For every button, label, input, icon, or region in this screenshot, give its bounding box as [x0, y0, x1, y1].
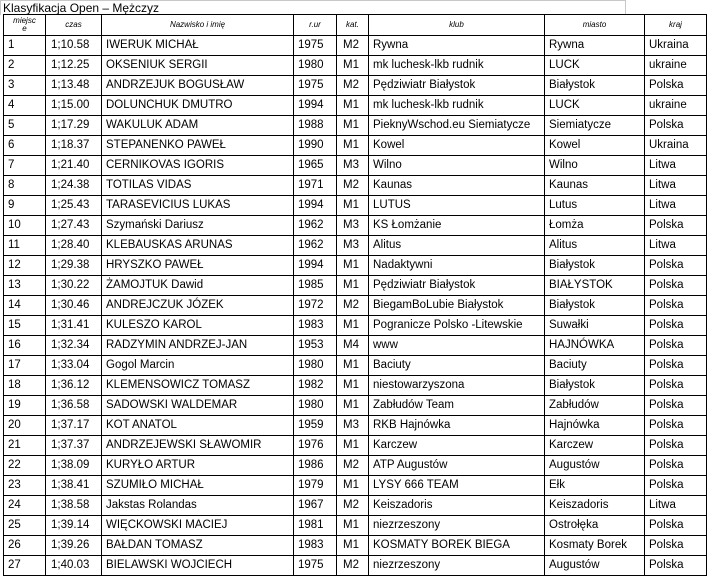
table-row[interactable] [4, 76, 707, 96]
cell-country: Polska [645, 296, 707, 316]
cell-city: Wilno [545, 156, 645, 176]
cell-time: 1;28.40 [46, 236, 102, 256]
cell-city: Zabłudów [545, 396, 645, 416]
cell-city: Kosmaty Borek [545, 536, 645, 556]
cell-city: Białystok [545, 376, 645, 396]
cell-year: 1982 [294, 376, 337, 396]
cell-name: KLEMENSOWICZ TOMASZ [102, 376, 294, 396]
cell-category: M2 [337, 496, 369, 516]
cell-country: Polska [645, 396, 707, 416]
cell-city: Kaunas [545, 176, 645, 196]
cell-time: 1;30.22 [46, 276, 102, 296]
cell-name: KULESZO KAROL [102, 316, 294, 336]
cell-country: Polska [645, 256, 707, 276]
table-row[interactable] [4, 516, 707, 536]
cell-category: M2 [337, 296, 369, 316]
cell-city: HAJNÓWKA [545, 336, 645, 356]
table-row[interactable] [4, 416, 707, 436]
cell-year: 1994 [294, 96, 337, 116]
cell-place: 23 [4, 476, 46, 496]
cell-year: 1986 [294, 456, 337, 476]
cell-time: 1;10.58 [46, 36, 102, 56]
cell-place: 12 [4, 256, 46, 276]
cell-category: M1 [337, 316, 369, 336]
cell-place: 24 [4, 496, 46, 516]
cell-year: 1975 [294, 76, 337, 96]
cell-time: 1;17.29 [46, 116, 102, 136]
cell-club: RKB Hajnówka [369, 416, 545, 436]
cell-club: Wilno [369, 156, 545, 176]
cell-year: 1962 [294, 216, 337, 236]
cell-time: 1;29.38 [46, 256, 102, 276]
cell-country: Litwa [645, 196, 707, 216]
cell-year: 1994 [294, 256, 337, 276]
cell-time: 1;24.38 [46, 176, 102, 196]
cell-time: 1;38.41 [46, 476, 102, 496]
cell-year: 1983 [294, 536, 337, 556]
cell-country: Polska [645, 416, 707, 436]
cell-category: M3 [337, 216, 369, 236]
cell-place: 26 [4, 536, 46, 556]
cell-club: niezrzeszony [369, 516, 545, 536]
cell-category: M3 [337, 156, 369, 176]
cell-city: Augustów [545, 456, 645, 476]
cell-year: 1988 [294, 116, 337, 136]
cell-club: Pędziwiatr Białystok [369, 276, 545, 296]
cell-year: 1971 [294, 176, 337, 196]
cell-category: M2 [337, 556, 369, 576]
cell-category: M1 [337, 476, 369, 496]
cell-name: SADOWSKI WALDEMAR [102, 396, 294, 416]
cell-name: SZUMIŁO MICHAŁ [102, 476, 294, 496]
cell-place: 1 [4, 36, 46, 56]
cell-name: WAKULUK ADAM [102, 116, 294, 136]
table-row[interactable] [4, 556, 707, 576]
cell-name: WIĘCKOWSKI MACIEJ [102, 516, 294, 536]
cell-club: Karczew [369, 436, 545, 456]
cell-club: Baciuty [369, 356, 545, 376]
cell-city: Karczew [545, 436, 645, 456]
cell-country: Ukraina [645, 36, 707, 56]
cell-country: Litwa [645, 236, 707, 256]
cell-club: BiegamBoLubie Białystok [369, 296, 545, 316]
cell-city: Białystok [545, 256, 645, 276]
cell-place: 27 [4, 556, 46, 576]
cell-club: KS Łomżanie [369, 216, 545, 236]
cell-place: 6 [4, 136, 46, 156]
table-row[interactable] [4, 196, 707, 216]
cell-category: M1 [337, 356, 369, 376]
cell-year: 1972 [294, 296, 337, 316]
cell-country: Polska [645, 76, 707, 96]
cell-city: Białystok [545, 296, 645, 316]
column-header-country[interactable]: kraj [645, 15, 707, 36]
cell-place: 15 [4, 316, 46, 336]
cell-country: Polska [645, 336, 707, 356]
cell-category: M1 [337, 376, 369, 396]
cell-country: Polska [645, 316, 707, 336]
cell-place: 9 [4, 196, 46, 216]
cell-year: 1975 [294, 36, 337, 56]
cell-city: Łomża [545, 216, 645, 236]
cell-place: 5 [4, 116, 46, 136]
table-row[interactable] [4, 156, 707, 176]
cell-city: Siemiatycze [545, 116, 645, 136]
cell-country: Polska [645, 216, 707, 236]
column-header-club[interactable]: klub [369, 15, 545, 36]
cell-city: Białystok [545, 76, 645, 96]
cell-name: ANDRZEJUK BOGUSŁAW [102, 76, 294, 96]
cell-category: M2 [337, 176, 369, 196]
cell-category: M1 [337, 536, 369, 556]
results-body [4, 36, 707, 576]
cell-club: LUTUS [369, 196, 545, 216]
cell-name: IWERUK MICHAŁ [102, 36, 294, 56]
cell-city: Keiszadoris [545, 496, 645, 516]
cell-name: Gogol Marcin [102, 356, 294, 376]
cell-place: 11 [4, 236, 46, 256]
cell-category: M1 [337, 96, 369, 116]
cell-city: LUCK [545, 96, 645, 116]
cell-place: 3 [4, 76, 46, 96]
cell-year: 1981 [294, 516, 337, 536]
cell-place: 20 [4, 416, 46, 436]
cell-place: 13 [4, 276, 46, 296]
cell-country: Polska [645, 476, 707, 496]
cell-club: Pędziwiatr Białystok [369, 76, 545, 96]
cell-time: 1;39.14 [46, 516, 102, 536]
cell-place: 2 [4, 56, 46, 76]
table-row[interactable] [4, 36, 707, 56]
cell-country: Polska [645, 456, 707, 476]
cell-club: PieknyWschod.eu Siemiatycze [369, 116, 545, 136]
cell-year: 1965 [294, 156, 337, 176]
cell-club: LYSY 666 TEAM [369, 476, 545, 496]
cell-category: M1 [337, 136, 369, 156]
table-row[interactable] [4, 96, 707, 116]
cell-country: Polska [645, 116, 707, 136]
cell-name: KOT ANATOL [102, 416, 294, 436]
cell-name: Szymański Dariusz [102, 216, 294, 236]
cell-category: M2 [337, 36, 369, 56]
cell-club: mk luchesk-lkb rudnik [369, 56, 545, 76]
cell-club: Pogranicze Polsko -Litewskie [369, 316, 545, 336]
cell-time: 1;39.26 [46, 536, 102, 556]
cell-category: M2 [337, 76, 369, 96]
cell-country: Polska [645, 556, 707, 576]
cell-club: KOSMATY BOREK BIEGA [369, 536, 545, 556]
cell-place: 4 [4, 96, 46, 116]
cell-time: 1;32.34 [46, 336, 102, 356]
cell-name: TARASEVICIUS LUKAS [102, 196, 294, 216]
cell-city: Augustów [545, 556, 645, 576]
cell-name: BAŁDAN TOMASZ [102, 536, 294, 556]
cell-category: M2 [337, 456, 369, 476]
cell-category: M3 [337, 236, 369, 256]
cell-place: 16 [4, 336, 46, 356]
cell-country: Polska [645, 356, 707, 376]
cell-club: Nadaktywni [369, 256, 545, 276]
cell-city: Ostrołęka [545, 516, 645, 536]
cell-year: 1990 [294, 136, 337, 156]
cell-place: 8 [4, 176, 46, 196]
cell-time: 1;30.46 [46, 296, 102, 316]
cell-club: Kowel [369, 136, 545, 156]
cell-city: BIAŁYSTOK [545, 276, 645, 296]
table-row[interactable] [4, 276, 707, 296]
cell-place: 10 [4, 216, 46, 236]
cell-city: Alitus [545, 236, 645, 256]
cell-year: 1967 [294, 496, 337, 516]
cell-place: 7 [4, 156, 46, 176]
results-table [3, 14, 707, 576]
cell-club: niestowarzyszona [369, 376, 545, 396]
cell-country: Polska [645, 376, 707, 396]
cell-time: 1;31.41 [46, 316, 102, 336]
cell-city: Suwałki [545, 316, 645, 336]
cell-year: 1980 [294, 356, 337, 376]
cell-name: TOTILAS VIDAS [102, 176, 294, 196]
cell-country: Litwa [645, 496, 707, 516]
cell-place: 25 [4, 516, 46, 536]
table-row[interactable] [4, 356, 707, 376]
cell-category: M1 [337, 396, 369, 416]
column-header-name[interactable]: Nazwisko i imię [102, 15, 294, 36]
cell-city: Baciuty [545, 356, 645, 376]
table-row[interactable] [4, 136, 707, 156]
cell-country: Polska [645, 436, 707, 456]
column-header-place[interactable]: miejsc e [4, 15, 46, 36]
cell-place: 22 [4, 456, 46, 476]
cell-name: OKSENIUK SERGII [102, 56, 294, 76]
cell-name: DOLUNCHUK DMUTRO [102, 96, 294, 116]
cell-city: Ełk [545, 476, 645, 496]
table-row[interactable] [4, 476, 707, 496]
cell-name: HRYSZKO PAWEŁ [102, 256, 294, 276]
cell-place: 18 [4, 376, 46, 396]
cell-category: M3 [337, 416, 369, 436]
cell-time: 1;37.37 [46, 436, 102, 456]
cell-category: M1 [337, 196, 369, 216]
cell-club: Keiszadoris [369, 496, 545, 516]
cell-club: Rywna [369, 36, 545, 56]
cell-time: 1;13.48 [46, 76, 102, 96]
table-row[interactable] [4, 256, 707, 276]
table-row[interactable] [4, 236, 707, 256]
cell-club: Kaunas [369, 176, 545, 196]
cell-time: 1;40.03 [46, 556, 102, 576]
cell-category: M1 [337, 256, 369, 276]
cell-country: ukraine [645, 96, 707, 116]
cell-country: ukraine [645, 56, 707, 76]
cell-year: 1980 [294, 396, 337, 416]
cell-club: mk luchesk-lkb rudnik [369, 96, 545, 116]
column-header-city[interactable]: miasto [545, 15, 645, 36]
cell-time: 1;37.17 [46, 416, 102, 436]
cell-time: 1;38.09 [46, 456, 102, 476]
cell-time: 1;27.43 [46, 216, 102, 236]
cell-year: 1980 [294, 56, 337, 76]
cell-club: www [369, 336, 545, 356]
cell-time: 1;18.37 [46, 136, 102, 156]
cell-time: 1;25.43 [46, 196, 102, 216]
cell-year: 1983 [294, 316, 337, 336]
cell-country: Polska [645, 536, 707, 556]
cell-name: ŻAMOJTUK Dawid [102, 276, 294, 296]
cell-time: 1;33.04 [46, 356, 102, 376]
cell-name: ANDREJCZUK JÓZEK [102, 296, 294, 316]
table-row[interactable] [4, 496, 707, 516]
table-row[interactable] [4, 116, 707, 136]
cell-time: 1;38.58 [46, 496, 102, 516]
cell-country: Polska [645, 276, 707, 296]
column-header-time[interactable]: czas [46, 15, 102, 36]
cell-name: Jakstas Rolandas [102, 496, 294, 516]
cell-year: 1953 [294, 336, 337, 356]
cell-year: 1994 [294, 196, 337, 216]
table-row[interactable] [4, 296, 707, 316]
cell-year: 1959 [294, 416, 337, 436]
cell-place: 19 [4, 396, 46, 416]
cell-name: RADZYMIN ANDRZEJ-JAN [102, 336, 294, 356]
table-row[interactable] [4, 436, 707, 456]
cell-place: 21 [4, 436, 46, 456]
table-row[interactable] [4, 456, 707, 476]
cell-year: 1979 [294, 476, 337, 496]
cell-city: Lutus [545, 196, 645, 216]
header-row [4, 15, 707, 36]
cell-place: 14 [4, 296, 46, 316]
cell-city: Rywna [545, 36, 645, 56]
cell-category: M1 [337, 116, 369, 136]
cell-name: KURYŁO ARTUR [102, 456, 294, 476]
cell-club: Alitus [369, 236, 545, 256]
cell-city: Kowel [545, 136, 645, 156]
table-row[interactable] [4, 396, 707, 416]
cell-year: 1962 [294, 236, 337, 256]
cell-name: ANDRZEJEWSKI SŁAWOMIR [102, 436, 294, 456]
cell-category: M1 [337, 516, 369, 536]
cell-name: KLEBAUSKAS ARUNAS [102, 236, 294, 256]
cell-country: Litwa [645, 156, 707, 176]
cell-year: 1976 [294, 436, 337, 456]
cell-name: CERNIKOVAS IGORIS [102, 156, 294, 176]
cell-year: 1975 [294, 556, 337, 576]
cell-time: 1;15.00 [46, 96, 102, 116]
cell-name: STEPANENKO PAWEŁ [102, 136, 294, 156]
cell-city: Hajnówka [545, 416, 645, 436]
cell-club: Zabłudów Team [369, 396, 545, 416]
cell-place: 17 [4, 356, 46, 376]
table-row[interactable] [4, 536, 707, 556]
cell-time: 1;36.12 [46, 376, 102, 396]
table-row[interactable] [4, 376, 707, 396]
table-row[interactable] [4, 56, 707, 76]
cell-category: M1 [337, 276, 369, 296]
column-header-category[interactable]: kat. [337, 15, 369, 36]
table-row[interactable] [4, 316, 707, 336]
cell-country: Polska [645, 516, 707, 536]
cell-year: 1985 [294, 276, 337, 296]
cell-club: ATP Augustów [369, 456, 545, 476]
cell-time: 1;21.40 [46, 156, 102, 176]
cell-city: LUCK [545, 56, 645, 76]
cell-time: 1;36.58 [46, 396, 102, 416]
cell-category: M1 [337, 436, 369, 456]
table-row[interactable] [4, 336, 707, 356]
table-row[interactable] [4, 176, 707, 196]
cell-category: M1 [337, 56, 369, 76]
cell-country: Litwa [645, 176, 707, 196]
cell-country: Ukraina [645, 136, 707, 156]
cell-category: M4 [337, 336, 369, 356]
column-header-year[interactable]: r.ur [294, 15, 337, 36]
table-row[interactable] [4, 216, 707, 236]
cell-name: BIELAWSKI WOJCIECH [102, 556, 294, 576]
cell-time: 1;12.25 [46, 56, 102, 76]
cell-club: niezrzeszony [369, 556, 545, 576]
page-title: Klasyfikacja Open – Mężczyz [0, 0, 626, 15]
